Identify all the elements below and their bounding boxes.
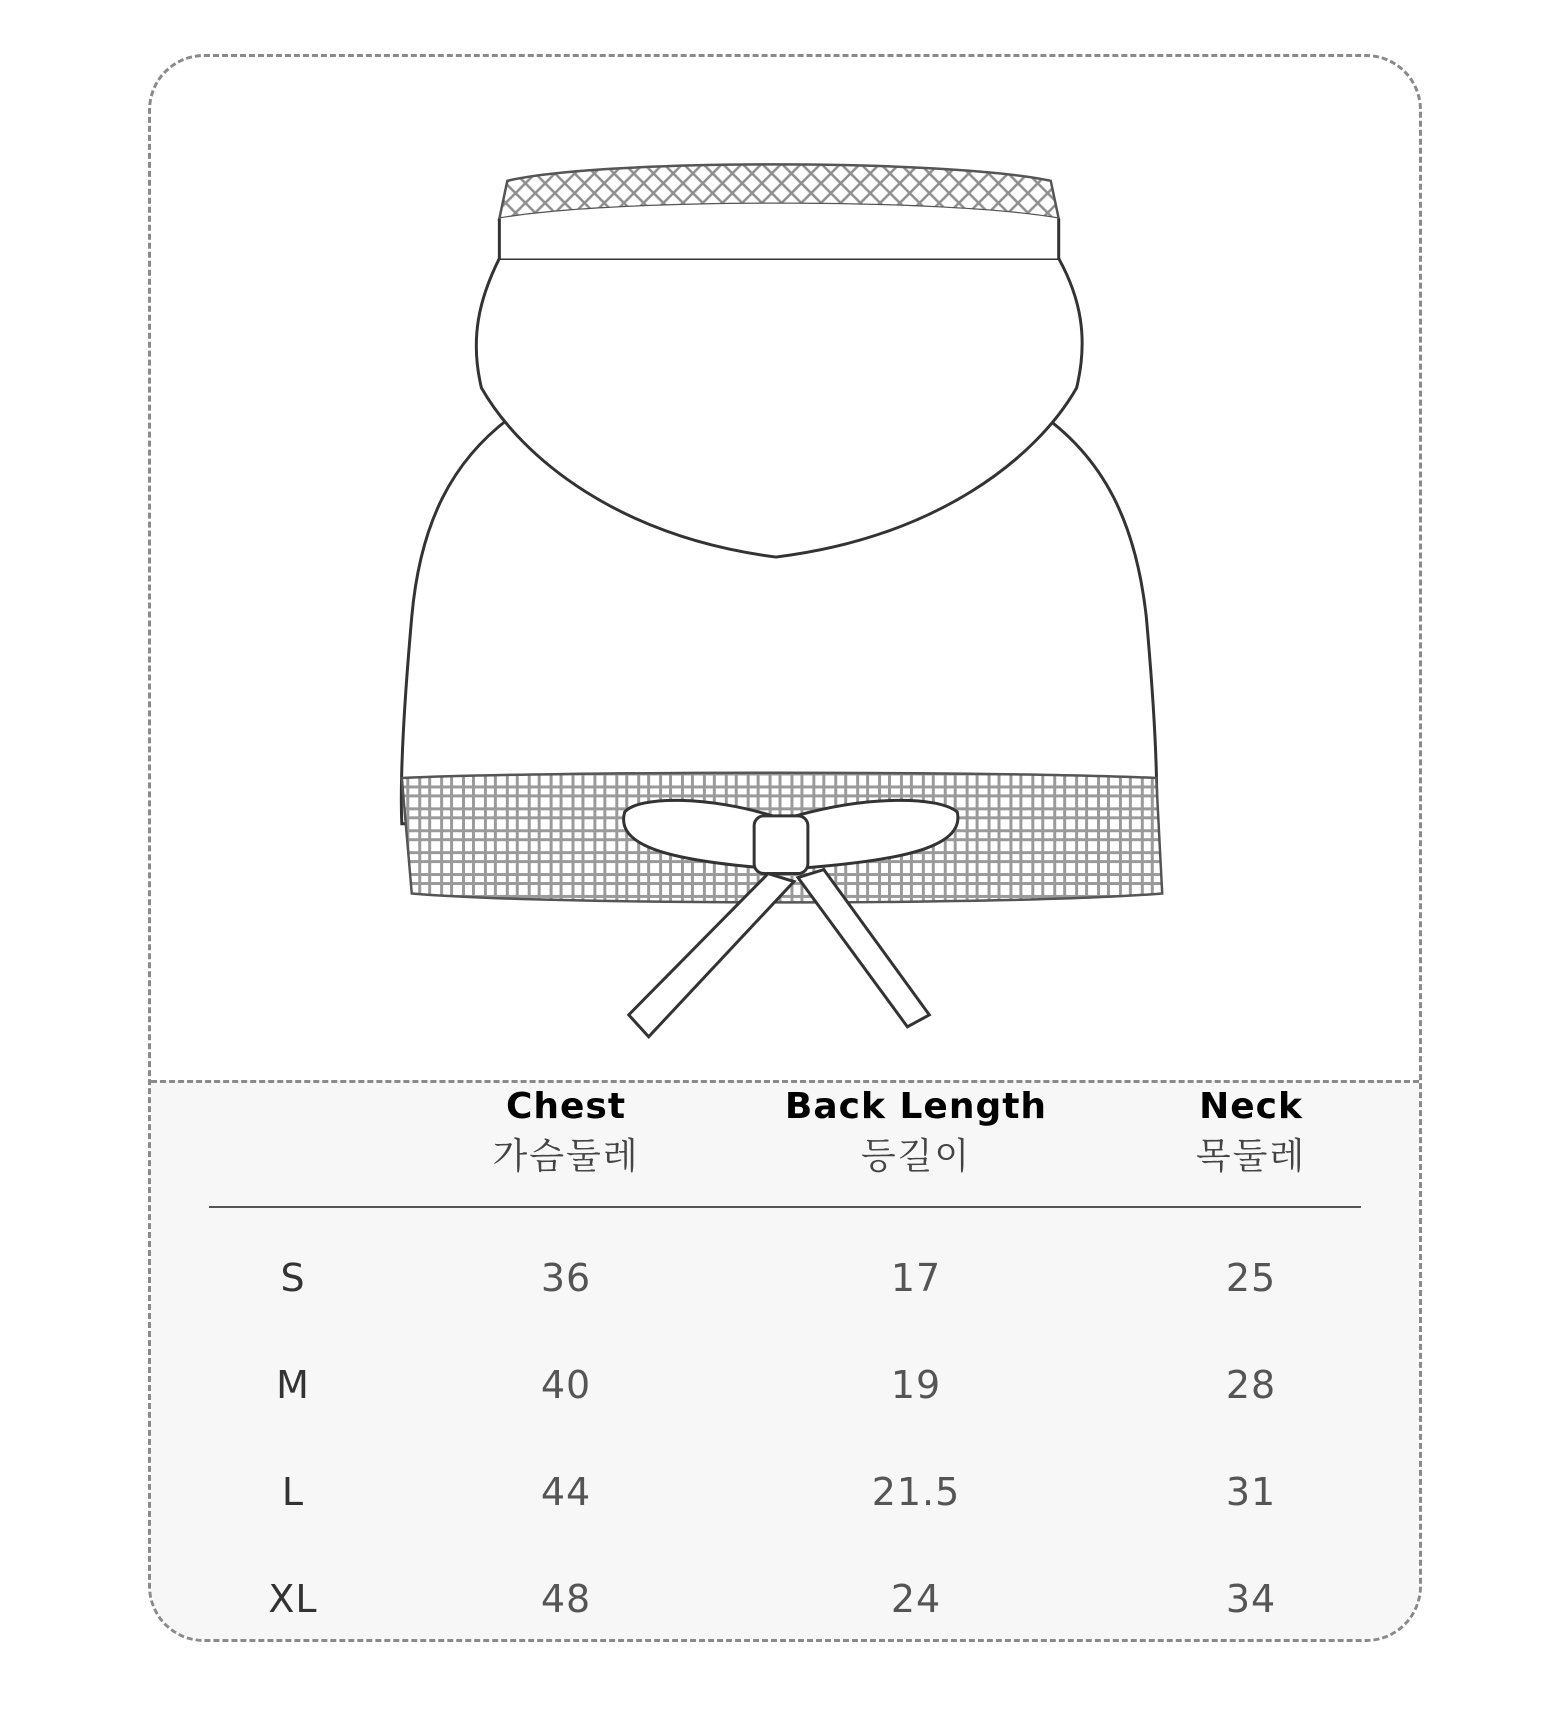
table-cell: 36 — [540, 1256, 592, 1300]
table-row — [151, 1569, 1419, 1629]
header-divider — [209, 1206, 1361, 1208]
size-label: M — [276, 1363, 310, 1407]
table-row — [151, 1248, 1419, 1308]
table-cell: 44 — [540, 1470, 592, 1514]
table-row — [151, 1462, 1419, 1522]
column-header-en: Neck — [1199, 1086, 1303, 1127]
column-header-chest — [396, 1083, 736, 1183]
table-cell: 48 — [540, 1577, 592, 1621]
column-header-ko: 가슴둘레 — [492, 1136, 640, 1177]
size-chart-card — [148, 54, 1422, 1642]
pet-hoodie-illustration — [151, 57, 1419, 1077]
table-cell: 28 — [1225, 1363, 1277, 1407]
table-cell: 19 — [890, 1363, 942, 1407]
column-header-neck — [1081, 1083, 1421, 1183]
size-label: XL — [268, 1577, 318, 1621]
column-header-en: Back Length — [784, 1086, 1048, 1127]
table-cell: 25 — [1225, 1256, 1277, 1300]
column-header-ko: 목둘레 — [1195, 1136, 1307, 1177]
column-header-ko: 등길이 — [860, 1136, 972, 1177]
table-cell: 21.5 — [871, 1470, 961, 1514]
size-label: S — [280, 1256, 306, 1300]
table-cell: 31 — [1225, 1470, 1277, 1514]
size-table — [151, 1080, 1419, 1639]
column-header-back-length — [746, 1083, 1086, 1183]
table-cell: 40 — [540, 1363, 592, 1407]
column-header-en: Chest — [505, 1086, 627, 1127]
table-cell: 17 — [890, 1256, 942, 1300]
table-cell: 34 — [1225, 1577, 1277, 1621]
table-row — [151, 1355, 1419, 1415]
size-label: L — [281, 1470, 305, 1514]
table-cell: 24 — [890, 1577, 942, 1621]
